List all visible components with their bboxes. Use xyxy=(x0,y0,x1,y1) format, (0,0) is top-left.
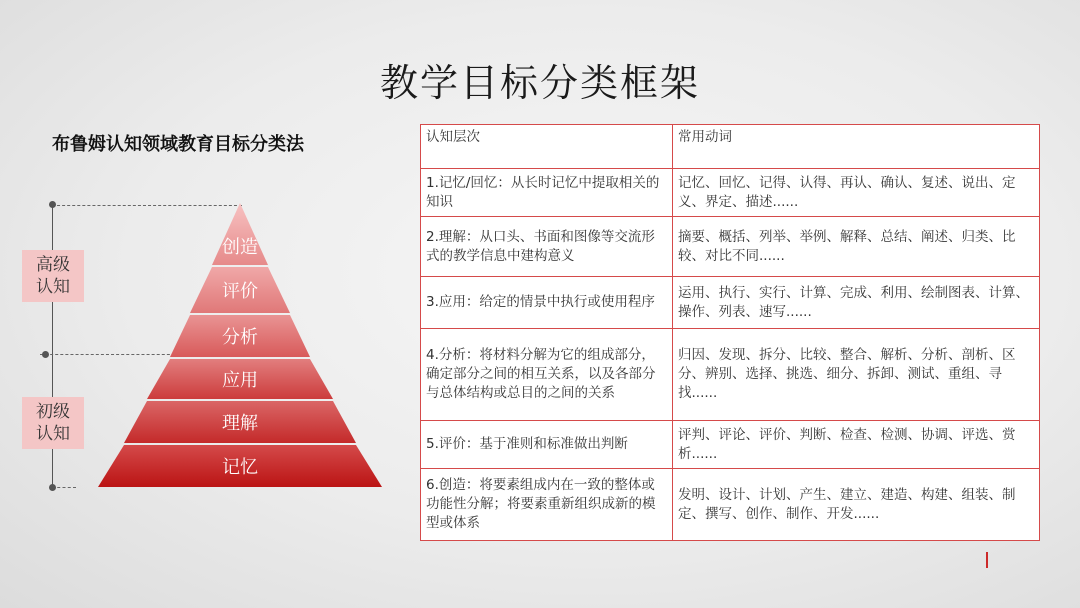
table-row xyxy=(421,169,1040,217)
row-verbs-cell: 评判、评论、评价、判断、检查、检测、协调、评选、赏析...... xyxy=(673,421,1040,469)
row-level-cell: 4.分析：将材料分解为它的组成部分，确定部分之间的相互关系，以及各部分与总体结构或总目的之间的关系 xyxy=(421,329,673,421)
row-level-cell: 2.理解：从口头、书面和图像等交流形式的教学信息中建构意义 xyxy=(421,217,673,277)
accent-marker xyxy=(986,552,988,568)
slide-subtitle: 布鲁姆认知领域教育目标分类法 xyxy=(52,134,304,155)
slide-title: 教学目标分类框架 xyxy=(379,61,700,105)
row-level-cell: 1.记忆/回忆：从长时记忆中提取相关的知识 xyxy=(421,169,673,217)
row-verbs-cell: 摘要、概括、列举、举例、解释、总结、阐述、归类、比较、对比不同...... xyxy=(673,217,1040,277)
bracket-mid-dot xyxy=(42,351,49,358)
row-verbs-cell: 记忆、回忆、记得、认得、再认、确认、复述、说出、定义、界定、描述...... xyxy=(673,169,1040,217)
table-header-row xyxy=(421,125,1040,169)
header-cognitive-level: 认知层次 xyxy=(421,125,673,169)
row-level-cell: 3.应用：给定的情景中执行或使用程序 xyxy=(421,277,673,329)
bracket-bottom-dot xyxy=(49,484,56,491)
row-verbs-cell: 运用、执行、实行、计算、完成、利用、绘制图表、计算、操作、列表、速写...... xyxy=(673,277,1040,329)
bracket-top-dot xyxy=(49,201,56,208)
table-row xyxy=(421,421,1040,469)
table-row xyxy=(421,329,1040,421)
row-level-cell: 6.创造：将要素组成内在一致的整体或功能性分解；将要素重新组织成新的模型或体系 xyxy=(421,469,673,541)
table-row xyxy=(421,469,1040,541)
tier-analyze-label: 分析 xyxy=(222,327,258,348)
low-level-label: 初级 认知 xyxy=(22,397,84,449)
bloom-pyramid xyxy=(70,195,400,490)
tier-understand-label: 理解 xyxy=(222,413,258,434)
tier-remember-label: 记忆 xyxy=(222,457,258,478)
row-level-cell: 5.评价：基于准则和标准做出判断 xyxy=(421,421,673,469)
tier-apply-label: 应用 xyxy=(222,370,258,391)
table-row xyxy=(421,277,1040,329)
objectives-table xyxy=(420,124,1040,541)
table-row xyxy=(421,217,1040,277)
row-verbs-cell: 归因、发现、拆分、比较、整合、解析、分析、剖析、区分、辨别、选择、挑选、细分、拆卸、测试、重组、寻找...... xyxy=(673,329,1040,421)
high-level-label: 高级 认知 xyxy=(22,250,84,302)
tier-create-label: 创造 xyxy=(222,237,258,258)
row-verbs-cell: 发明、设计、计划、产生、建立、建造、构建、组装、制定、撰写、创作、制作、开发...... xyxy=(673,469,1040,541)
header-common-verbs: 常用动词 xyxy=(673,125,1040,169)
tier-evaluate-label: 评价 xyxy=(222,281,258,302)
